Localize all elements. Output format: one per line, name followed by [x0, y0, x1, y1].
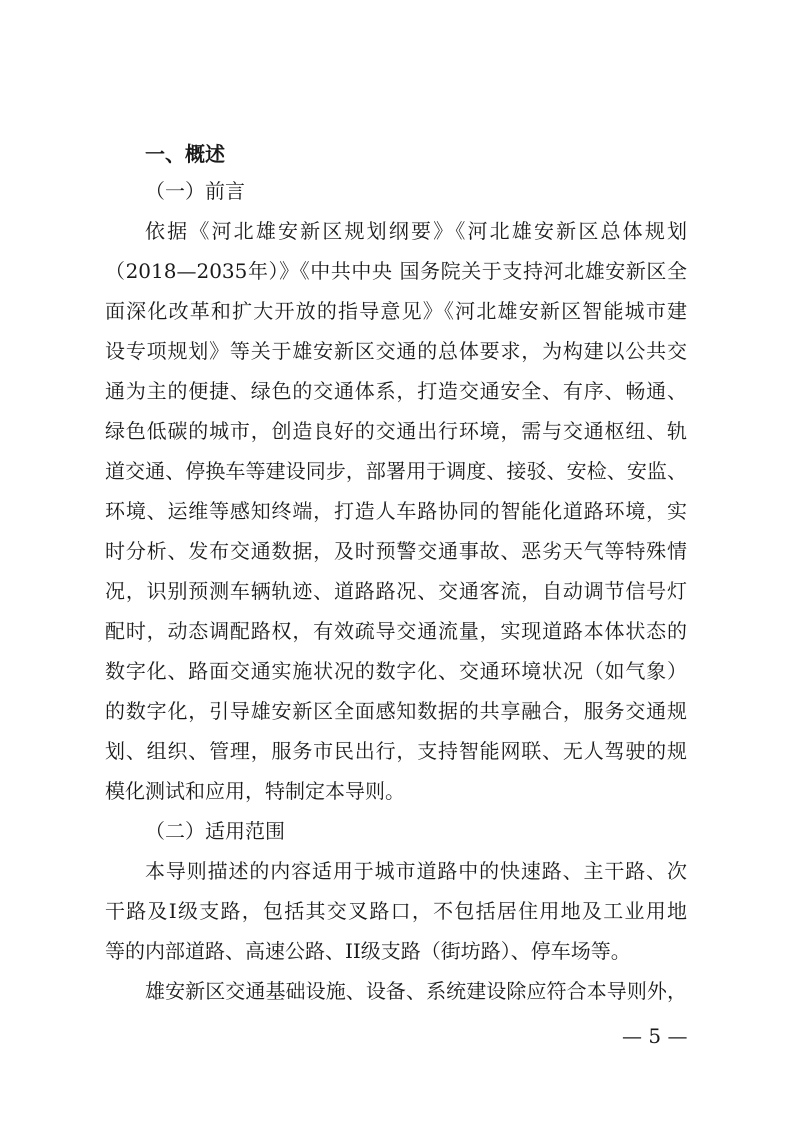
subsection-title-row: [0, 171, 793, 211]
subsection-title-row: [0, 811, 793, 851]
paragraph-line: [0, 291, 793, 331]
section-heading-row: [0, 134, 793, 174]
paragraph-line-text: 绿色低碳的城市，创造良好的交通出行环境，需与交通枢纽、轨: [105, 419, 687, 443]
paragraph-line-text: 数字化、路面交通实施状况的数字化、交通环境状况（如气象）: [105, 659, 687, 683]
section-heading: 一、概述: [145, 142, 225, 166]
paragraph-line: [0, 211, 793, 251]
paragraph-line-text: 设专项规划》等关于雄安新区交通的总体要求，为构建以公共交: [105, 339, 687, 363]
paragraph-line: [0, 251, 793, 291]
paragraph-line-text: 本导则描述的内容适用于城市道路中的快速路、主干路、次: [145, 859, 687, 883]
paragraph-line: [0, 771, 793, 811]
paragraph-line-text: 配时，动态调配路权，有效疏导交通流量，实现道路本体状态的: [105, 619, 687, 643]
paragraph-line: [0, 611, 793, 651]
paragraph-line: [0, 571, 793, 611]
paragraph-line-text: 干路及I级支路，包括其交叉路口，不包括居住用地及工业用地: [105, 899, 687, 923]
paragraph-line: [0, 891, 793, 931]
paragraph-line: [0, 411, 793, 451]
paragraph-line-text: 模化测试和应用，特制定本导则。: [105, 779, 405, 803]
paragraph-line-text: 面深化改革和扩大开放的指导意见》《河北雄安新区智能城市建: [105, 299, 687, 323]
paragraph-line: [0, 691, 793, 731]
paragraph-line-text: 时分析、发布交通数据，及时预警交通事故、恶劣天气等特殊情: [105, 539, 687, 563]
paragraph-line: [0, 651, 793, 691]
paragraph-line-text: （2018—2035年）》《中共中央 国务院关于支持河北雄安新区全: [105, 259, 687, 283]
paragraph-line: [0, 331, 793, 371]
paragraph-line-text: 的数字化，引导雄安新区全面感知数据的共享融合，服务交通规: [105, 699, 687, 723]
paragraph-line-text: 雄安新区交通基础设施、设备、系统建设除应符合本导则外，: [145, 979, 687, 1003]
paragraph-line-text: 依据《河北雄安新区规划纲要》《河北雄安新区总体规划: [145, 219, 687, 243]
paragraph-line-text: 等的内部道路、高速公路、II级支路（街坊路）、停车场等。: [105, 939, 631, 963]
paragraph-line-text: 通为主的便捷、绿色的交通体系，打造交通安全、有序、畅通、: [105, 379, 687, 403]
subsection-title-preface: （一）前言: [145, 179, 245, 203]
paragraph-line-text: 况，识别预测车辆轨迹、道路路况、交通客流，自动调节信号灯: [105, 579, 687, 603]
paragraph-line: [0, 931, 793, 971]
page-number: — 5 —: [622, 1024, 688, 1048]
paragraph-line-text: 环境、运维等感知终端，打造人车路协同的智能化道路环境，实: [105, 499, 687, 523]
paragraph-line: [0, 531, 793, 571]
subsection-title-scope: （二）适用范围: [145, 819, 285, 843]
paragraph-line: [0, 851, 793, 891]
paragraph-line: [0, 451, 793, 491]
paragraph-line: [0, 971, 793, 1011]
paragraph-line: [0, 491, 793, 531]
paragraph-line-text: 划、组织、管理，服务市民出行，支持智能网联、无人驾驶的规: [105, 739, 687, 763]
paragraph-line: [0, 731, 793, 771]
paragraph-line: [0, 371, 793, 411]
paragraph-line-text: 道交通、停换车等建设同步，部署用于调度、接驳、安检、安监、: [105, 459, 687, 483]
